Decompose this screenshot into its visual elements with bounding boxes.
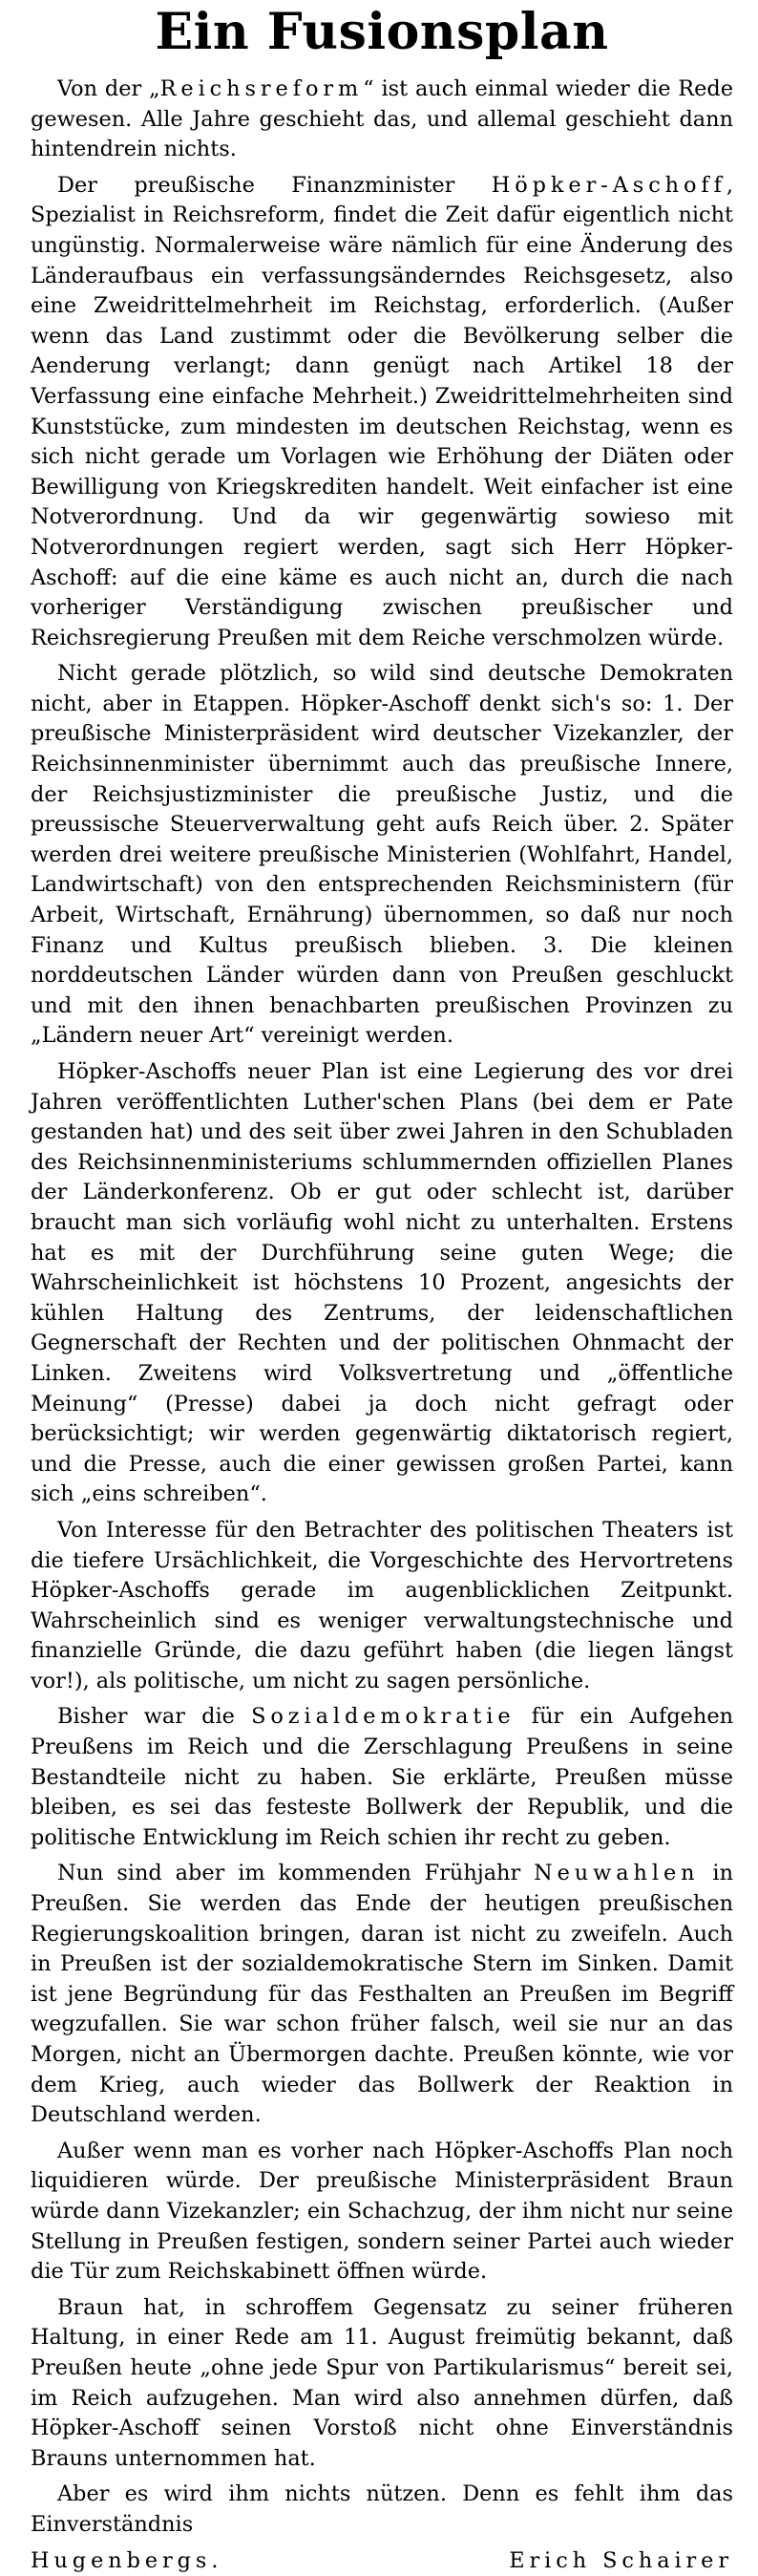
paragraph-7-text-c: in Preußen. Sie werden das Ende der heutigen preußischen Regierungskoalition bringen, daran ist nicht zu zweifeln. Auch in Preußen ist der sozialdemokratische Stern im Sinken. Damit ist jene Begründung für das Festhalten an Preußen im Begriff wegzufallen. Sie war schon früher falsch, weil sie nur an das Morgen, nicht an Übermorgen dachte. Preußen könnte, wie vor dem Krieg, auch wieder das Bollwerk der Reaktion in Deutschland werden. bbox=[31, 1861, 733, 2127]
paragraph-1-text-c: “ ist auch einmal wieder die Rede gewesen. Alle Jahre geschieht das, und allemal geschieht dann hintendrein nichts. bbox=[31, 76, 733, 161]
paragraph-7 bbox=[31, 1859, 733, 2130]
author-signature: Erich Schairer bbox=[509, 2546, 733, 2576]
paragraph-5: Von Interesse für den Betrachter des politischen Theaters ist die tiefere Ursächlichkeit, die Vorgeschichte des Hervortretens Höpker-Aschoffs gerade im augenblicklichen Zeitpunkt. Wahrscheinlich sind es weniger verwaltungstechnische und finanzielle Gründe, die dazu geführt haben (die liegen längst vor!), als politische, um nicht zu sagen persönliche. bbox=[31, 1516, 733, 1697]
paragraph-4: Höpker-Aschoffs neuer Plan ist eine Legierung des vor drei Jahren veröffentlichten Luther'schen Plans (bei dem er Pate gestanden hat) und des seit über zwei Jahren in den Schubladen des Reichsinnenministeriums schlummernden offiziellen Planes der Länderkonferenz. Ob er gut oder schlecht ist, darüber braucht man sich vorläufig wohl nicht zu unterhalten. Erstens hat es mit der Durchführung seine guten Wege; die Wahrscheinlichkeit ist höchstens 10 Prozent, angesichts der kühlen Haltung des Zentrums, der leidenschaftlichen Gegnerschaft der Rechten und der politischen Ohnmacht der Linken. Zweitens wird Volksvertretung und „öffentliche Meinung“ (Presse) dabei ja doch nicht gefragt oder berücksichtigt; wir werden gegenwärtig diktatorisch regiert, und die Presse, auch die einer gewissen großen Partei, kann sich „eins schreiben“. bbox=[31, 1057, 733, 1510]
paragraph-7-text-a: Nun sind aber im kommenden Frühjahr bbox=[57, 1861, 534, 1885]
article-title: Ein Fusionsplan bbox=[31, 0, 733, 65]
paragraph-10-text-a: Aber es wird ihm nichts nützen. Denn es fehlt ihm das Einverständnis bbox=[31, 2481, 733, 2537]
emphasis-hoepker-aschoff: Höpker-Aschoff bbox=[492, 173, 726, 198]
closing-line bbox=[31, 2546, 733, 2576]
paragraph-6-text-c: für ein Aufgehen Preußens im Reich und die Zerschlagung Preußens in seine Bestandteile nicht zu haben. Sie erklärte, Preußen müsse bleiben, es sei das festeste Bollwerk der Republik, und die politische Entwicklung im Reich schien ihr recht zu geben. bbox=[31, 1704, 733, 1849]
closing-hugenberg bbox=[31, 2546, 218, 2576]
paragraph-3: Nicht gerade plötzlich, so wild sind deutsche Demokraten nicht, aber in Etappen. Höpker-Aschoff denkt sich's so: 1. Der preußische Ministerpräsident wird deutscher Vizekanzler, der Reichsinnenminister übernimmt auch das preußische Innere, der Reichsjustizminister die preußische Justiz, und die preussische Steuerverwaltung geht aufs Reich über. 2. Später werden drei weitere preußische Ministerien (Wohlfahrt, Handel, Landwirtschaft) von den entsprechenden Reichsministern (für Arbeit, Wirtschaft, Ernährung) übernommen, so daß nur noch Finanz und Kultus preußisch blieben. 3. Die kleinen norddeutschen Länder würden dann von Preußen geschluckt und mit den ihnen benachbarten preußischen Provinzen zu „Ländern neuer Art“ vereinigt werden. bbox=[31, 659, 733, 1052]
paragraph-2 bbox=[31, 171, 733, 654]
emphasis-hugenbergs: Hugenbergs bbox=[31, 2548, 211, 2573]
paragraph-9: Braun hat, in schroffem Gegensatz zu seiner früheren Haltung, in einer Rede am 11. August freimütig bekannt, daß Preußen heute „ohne jede Spur von Partikularismus“ bereit sei, im Reich aufzugehen. Man wird also annehmen dürfen, daß Höpker-Aschoff seinen Vorstoß nicht ohne Einverständnis Brauns unternommen hat. bbox=[31, 2293, 733, 2475]
paragraph-1 bbox=[31, 75, 733, 165]
paragraph-10 bbox=[31, 2480, 733, 2540]
emphasis-neuwahlen: Neuwahlen bbox=[534, 1861, 699, 1885]
paragraph-2-text-a: Der preußische Finanzminister bbox=[57, 173, 492, 198]
emphasis-sozialdemokratie: Sozialdemokratie bbox=[251, 1704, 515, 1729]
paragraph-1-text-a: Von der „ bbox=[57, 76, 160, 101]
paragraph-6-text-a: Bisher war die bbox=[57, 1704, 251, 1729]
paragraph-8: Außer wenn man es vorher nach Höpker-Aschoffs Plan noch liquidieren würde. Der preußische Ministerpräsident Braun würde dann Vizekanzler; ein Schachzug, der ihm nicht nur seine Stellung in Preußen festigen, sondern seiner Partei auch wieder die Tür zum Reichskabinett öffnen würde. bbox=[31, 2137, 733, 2288]
paragraph-2-text-c: , Spezialist in Reichsreform, findet die Zeit dafür eigentlich nicht ungünstig. Normalerweise wäre nämlich für eine Änderung des Länderaufbaus ein verfassungsänderndes Reichsgesetz, also eine Zweidrittelmehrheit im Reichstag, erforderlich. (Außer wenn das Land zustimmt oder die Bevölkerung selber die Aenderung verlangt; dann genügt nach Artikel 18 der Verfassung eine einfache Mehrheit.) Zweidrittelmehrheiten sind Kunststücke, zum mindesten im deutschen Reichstag, wenn es sich nicht gerade um Vorlagen wie Erhöhung der Diäten oder Bewilligung von Kriegskrediten handelt. Weit einfacher ist eine Notverordnung. Und da wir gegenwärtig sowieso mit Notverordnungen regiert werden, sagt sich Herr Höpker-Aschoff: auf die eine käme es auch nicht an, durch die nach vorheriger Verständigung zwischen preußischer und Reichsregierung Preußen mit dem Reiche verschmolzen würde. bbox=[31, 173, 733, 650]
paragraph-6 bbox=[31, 1702, 733, 1853]
emphasis-reichsreform: Reichsreform bbox=[160, 76, 364, 101]
closing-period: . bbox=[211, 2548, 218, 2573]
